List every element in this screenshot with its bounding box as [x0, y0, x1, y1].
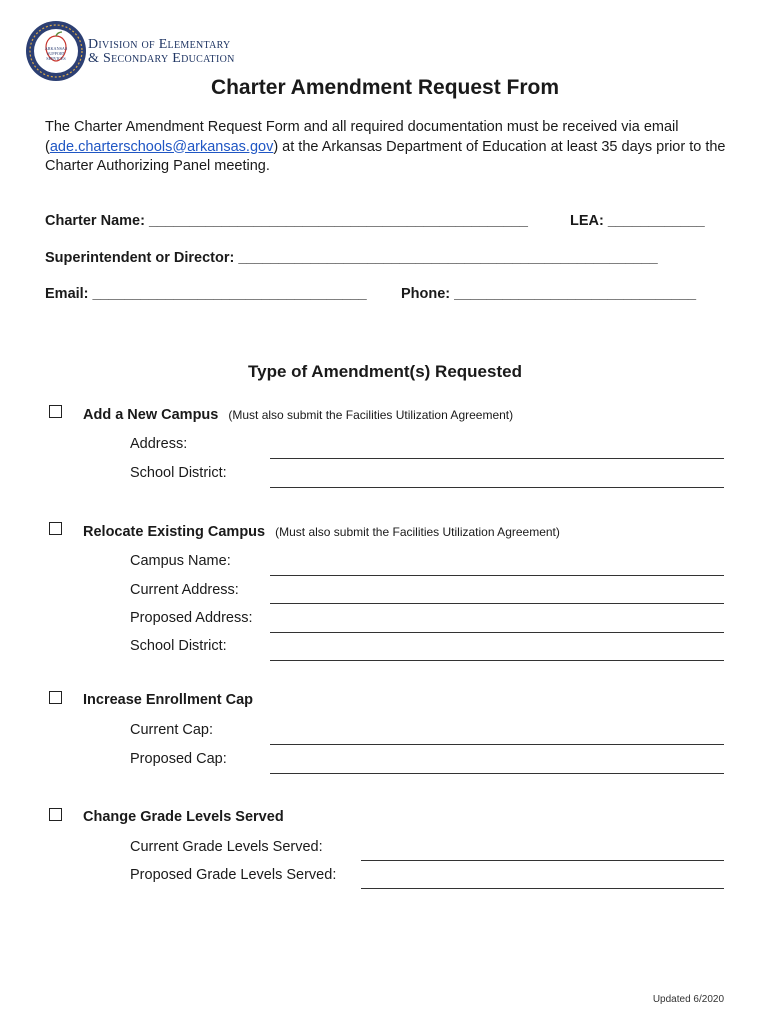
seal-icon — [25, 20, 87, 82]
option-relocate-campus — [83, 524, 560, 540]
org-line-2: & Secondary Education — [88, 51, 235, 66]
section-title: Type of Amendment(s) Requested — [248, 362, 522, 381]
logo-text-2: SUPPORT — [46, 51, 66, 56]
option-enrollment-cap — [83, 692, 253, 708]
proposed-cap-input-line[interactable] — [270, 773, 724, 774]
option-label: Relocate Existing Campus — [83, 524, 266, 540]
organization-name — [88, 38, 235, 66]
option-note: (Must also submit the Facilities Utilization Agreement) — [275, 525, 560, 539]
relocate-campus-checkbox[interactable] — [49, 522, 62, 535]
field-label: Current Grade Levels Served: — [130, 839, 323, 855]
grade-levels-checkbox[interactable] — [49, 808, 62, 821]
school-district-input-line[interactable] — [270, 660, 724, 661]
address-input-line[interactable] — [270, 458, 724, 459]
intro-text-before: The Charter Amendment Request Form and all required documentation must be received via email ( — [45, 119, 679, 155]
email-field[interactable]: Email: __________________________________ — [45, 286, 367, 302]
charter-name-field[interactable]: Charter Name: _______________________________________________ — [45, 213, 528, 229]
lea-field[interactable]: LEA: ____________ — [570, 213, 705, 229]
field-label: Proposed Address: — [130, 610, 253, 626]
field-label: Campus Name: — [130, 553, 231, 569]
email-link[interactable]: ade.charterschools@arkansas.gov — [49, 138, 274, 155]
option-add-campus — [83, 407, 513, 423]
superintendent-field[interactable]: Superintendent or Director: ____________________________________________________ — [45, 250, 658, 266]
current-address-input-line[interactable] — [270, 603, 724, 604]
logo-text-3: SERVICES — [46, 56, 66, 61]
current-cap-input-line[interactable] — [270, 744, 724, 745]
field-label: Proposed Cap: — [130, 751, 227, 767]
updated-date: Updated 6/2020 — [652, 994, 724, 1005]
logo-text-1: ARKANSAS — [44, 46, 68, 51]
add-campus-checkbox[interactable] — [49, 405, 62, 418]
option-label: Add a New Campus — [83, 407, 219, 423]
phone-field[interactable]: Phone: ______________________________ — [401, 286, 697, 302]
field-label: Current Address: — [130, 582, 239, 598]
option-label: Change Grade Levels Served — [83, 809, 284, 825]
page-title: Charter Amendment Request From — [210, 76, 560, 99]
option-label: Increase Enrollment Cap — [83, 692, 254, 708]
option-note: (Must also submit the Facilities Utilization Agreement) — [228, 408, 514, 422]
field-label: School District: — [130, 465, 227, 481]
field-label: School District: — [130, 638, 227, 654]
org-line-1: Division of Elementary — [88, 37, 231, 52]
campus-name-input-line[interactable] — [270, 575, 724, 576]
intro-text-after: ) at the Arkansas Department of Education at least 35 days prior to the Charter Authorizing Panel meeting. — [45, 138, 726, 174]
proposed-grade-levels-input-line[interactable] — [361, 888, 724, 889]
intro-paragraph — [45, 118, 735, 177]
option-grade-levels — [83, 809, 284, 825]
current-grade-levels-input-line[interactable] — [361, 860, 724, 861]
field-label: Address: — [130, 436, 188, 452]
ade-logo — [25, 20, 87, 82]
field-label: Current Cap: — [130, 722, 214, 738]
proposed-address-input-line[interactable] — [270, 632, 724, 633]
enrollment-cap-checkbox[interactable] — [49, 691, 62, 704]
school-district-input-line[interactable] — [270, 487, 724, 488]
field-label: Proposed Grade Levels Served: — [130, 867, 337, 883]
